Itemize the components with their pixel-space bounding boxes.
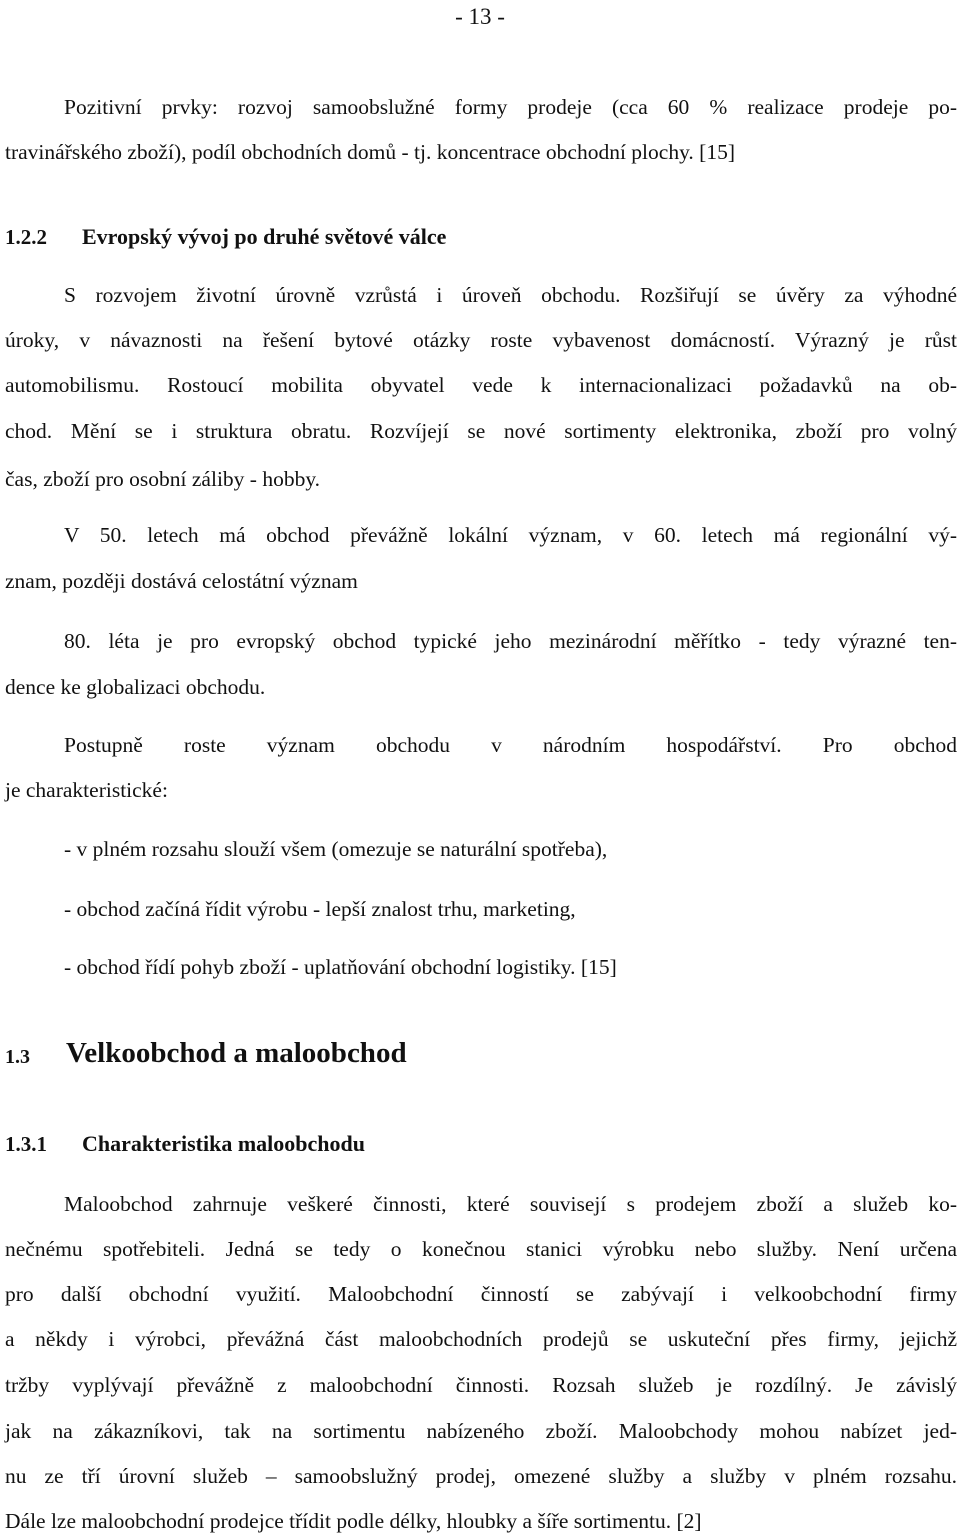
paragraph-line: čas, zboží pro osobní záliby - hobby. [5,467,321,491]
list-item: - obchod začíná řídit výrobu - lepší znalost trhu, marketing, [64,897,576,921]
paragraph-line: dence ke globalizaci obchodu. [5,675,266,699]
paragraph-line: travinářského zboží), podíl obchodních domů - tj. koncentrace obchodní plochy. [15] [5,140,735,164]
list-item: - v plném rozsahu slouží všem (omezuje se naturální spotřeba), [64,837,608,861]
paragraph-line: 80. léta je pro evropský obchod typické jeho mezinárodní měřítko - tedy výrazné ten- [64,629,957,653]
page-number: - 13 - [455,4,505,29]
paragraph-line: automobilismu. Rostoucí mobilita obyvatel vede k internacionalizaci požadavků na ob- [5,373,957,397]
paragraph-line: a někdy i výrobci, převážná část maloobchodních prodejů se uskuteční přes firmy, jejichž [5,1327,957,1351]
paragraph-line: Pozitivní prvky: rozvoj samoobslužné formy prodeje (cca 60 % realizace prodeje po- [64,95,957,119]
paragraph-line: jak na zákazníkovi, tak na sortimentu nabízeného zboží. Maloobchody mohou nabízet jed- [5,1419,957,1443]
paragraph-line: Maloobchod zahrnuje veškeré činnosti, které souvisejí s prodejem zboží a služeb ko- [64,1192,957,1216]
paragraph-line: Dále lze maloobchodní prodejce třídit podle délky, hloubky a šíře sortimentu. [2] [5,1509,702,1533]
paragraph-line: Postupně roste význam obchodu v národním hospodářství. Pro obchod [64,733,957,757]
section-heading: Velkoobchod a maloobchod [66,1037,407,1069]
paragraph-line: chod. Mění se i struktura obratu. Rozvíjejí se nové sortimenty elektronika, zboží pro volný [5,419,957,443]
paragraph-line: nu ze tří úrovní služeb – samoobslužný prodej, omezené služby a služby v plném rozsahu. [5,1464,957,1488]
paragraph-line: V 50. letech má obchod převážně lokální význam, v 60. letech má regionální vý- [64,523,957,547]
paragraph-line: nečnému spotřebiteli. Jedná se tedy o konečnou stanici výrobku nebo služby. Není určena [5,1237,957,1261]
paragraph-line: úroky, v návaznosti na řešení bytové otázky roste vybavenost domácností. Výrazný je růst [5,328,957,352]
paragraph-line: je charakteristické: [5,778,168,802]
paragraph-line: S rozvojem životní úrovně vzrůstá i úroveň obchodu. Rozšiřují se úvěry za výhodné [64,283,957,307]
paragraph-line: pro další obchodní využití. Maloobchodní činností se zabývají i velkoobchodní firmy [5,1282,957,1306]
section-heading: Evropský vývoj po druhé světové válce [82,224,447,249]
section-number: 1.3.1 [5,1132,47,1156]
section-number: 1.2.2 [5,225,47,249]
list-item: - obchod řídí pohyb zboží - uplatňování obchodní logistiky. [15] [64,955,617,979]
paragraph-line: tržby vyplývají převážně z maloobchodní činnosti. Rozsah služeb je rozdílný. Je závislý [5,1373,957,1397]
paragraph-line: znam, později dostává celostátní význam [5,569,358,593]
section-number: 1.3 [5,1046,30,1068]
section-heading: Charakteristika maloobchodu [82,1131,365,1156]
